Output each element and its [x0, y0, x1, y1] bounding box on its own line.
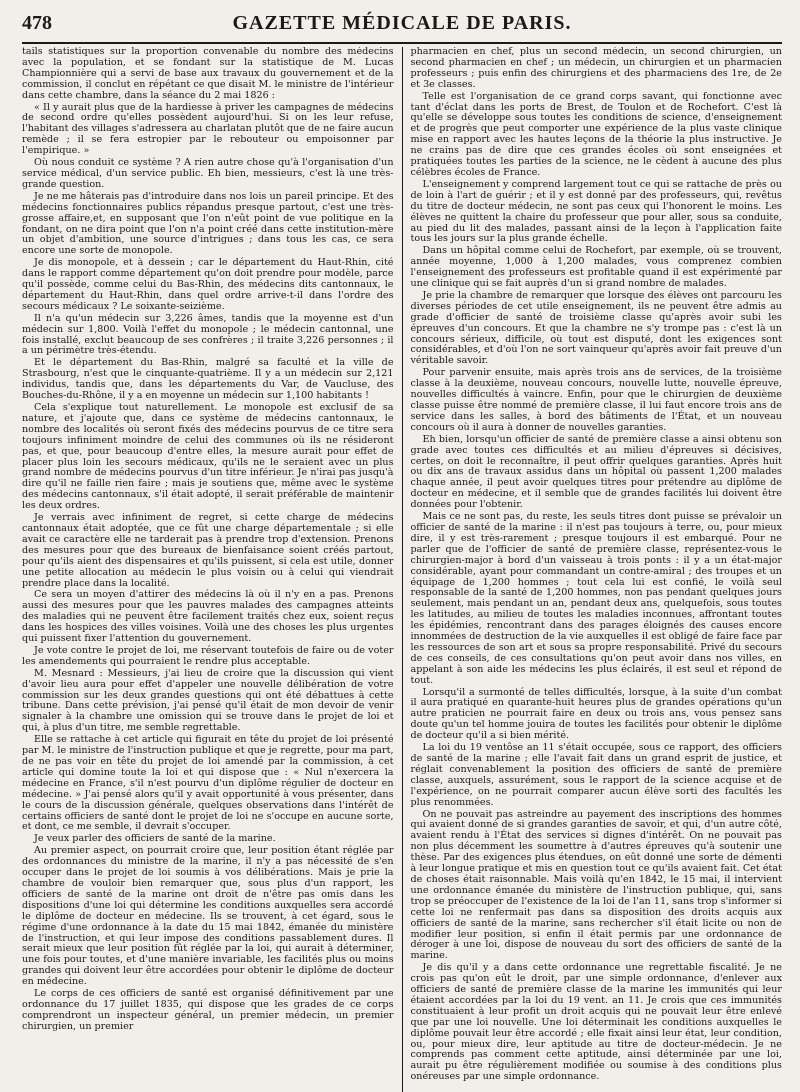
paragraph: Je veux parler des officiers de santé de la marine. — [34, 833, 276, 845]
paragraph: Je verrais avec infiniment de regret, si cette charge de médecins cantonnaux était adoptée, que ce fût une charge départementale ; si elle avait ce caractère elle ne tarderait pas à prendre trop d'extension. Prenons des mesures pour que des bureaux de bienfaisance soient créés partout, pour qu'ils aient des dispensaires et qu'ils puissent, si cela est utile, donner une petite allocation au médecin le plus voisin ou à celui qui viendrait prendre place dans la localité. — [22, 512, 394, 589]
column-divider — [402, 47, 403, 1092]
paragraph: Je dis qu'il y a dans cette ordonnance une regrettable fiscalité. Je ne crois pas qu'on eût le droit, par une simple ordonnance, d'enlever aux officiers de santé de première classe de la marine les immunités qui leur étaient accordées par la loi du 19 vent. an 11. Je crois que ces immunités constituaient à leur profit un droit acquis qui ne pouvait leur être enlevé que par une loi nouvelle. Une loi déterminait les conditions auxquelles le diplôme pouvait leur être accordé ; elle fixait ainsi leur état, leur condition, ou, pour mieux dire, leur aptitude au titre de docteur-médecin. Je ne comprends pas comment cette aptitude, ainsi déterminée par une loi, aurait pu être régulièrement modifiée ou soumise à des conditions plus onéreuses par une simple ordonnance. — [410, 962, 782, 1083]
paragraph: L'enseignement y comprend largement tout ce qui se rattache de près ou de loin à l'art de guérir ; et il y est donné par des professeurs, qui, revêtus du titre de docteur médecin, ne sont pas ceux qui l'honorent le moins. Les élèves ne quittent la chaire du professeur que pour aller, sous sa conduite, au pied du lit des malades, passant ainsi de la leçon à l'application faite tous les jours sur la plus grande échelle. — [410, 178, 782, 245]
paragraph: pharmacien en chef, plus un second médecin, un second chirurgien, un second pharmacien en chef ; un médecin, un chirurgien et un pharmacien professeurs ; puis enfin des chirurgiens et des pharmaciens des 1re, de 2e et 3e classes. — [410, 47, 782, 90]
paragraph: Lorsqu'il a surmonté de telles difficultés, lorsque, à la suite d'un combat il aura pratiqué en quarante-huit heures plus de grandes opérations qu'un autre praticien ne pourrait faire en deux ou trois ans, vous pensez sans doute qu'un tel homme jouira de toutes les facilités pour obtenir le diplôme de docteur qu'il a si bien mérité. — [410, 686, 782, 742]
paragraph: Elle se rattache à cet article qui figurait en tête du projet de loi présenté par M. le ministre de l'instruction publique et que je regrette, pour ma part, de ne pas voir en tête du projet de loi amendé par la commission, à cet article qui domine toute la loi et qui dispose que : « Nul n'exercera la médecine en France, s'il n'est pourvu d'un diplôme régulier de docteur en médecine. » J'ai pensé alors qu'il y avait opportunité à vous présenter, dans le cours de la discussion générale, quelques observations dans l'intérêt de certains officiers de santé dont le projet de loi ne s'occupe en aucune sorte, et dont, ce me semble, il devrait s'occuper. — [22, 734, 394, 833]
paragraph: Pour parvenir ensuite, mais après trois ans de services, de la troisième classe à la deuxième, nouveau concours, nouvelle lutte, nouvelle épreuve, nouvelles difficultés à vaincre. Enfin, pour que le chirurgien de deuxième classe puisse être nommé de première classe, il lui faut encore trois ans de service dans les salles, à bord des bâtiments de l'État, et un nouveau concours où il aura à donner de nouvelles garanties. — [410, 367, 782, 433]
paragraph: Mais ce ne sont pas, du reste, les seuls titres dont puisse se prévaloir un officier de santé de la marine : il n'est pas toujours à terre, ou, pour mieux dire, il y est très-rarement ; presque toujours il est embarqué. Pour ne parler que de l'officier de santé de première classe, représentez-vous le chirurgien-major à bord d'un vaisseau à trois ponts : il y a un état-major considérable, ayant pour commandant un contre-amiral ; des troupes et un équipage de 1,200 hommes ; tout cela lui est confié, le voilà seul responsable de la santé de 1,200 hommes, non pas pendant quelques jours seulement, mais pendant un an, pendant deux ans, quelquefois, sous toutes les latitudes, au milieu de toutes les maladies inconnues, affrontant toutes les épidémies, rencontrant dans des parages éloignés des causes encore innommées de destruction de la vie auxquelles il est obligé de faire face par les ressources de son art et sous sa propre responsabilité. Privé du secours de ces conseils, de ces consultations qu'on peut avoir dans nos villes, en appelant à son aide les médecins les plus éclairés, il est seul et répond de tout. — [410, 511, 782, 686]
text-columns — [22, 47, 782, 1092]
paragraph: M. Mesnard : Messieurs, j'ai lieu de croire que la discussion qui vient d'avoir lieu aura pour effet d'appeler une nouvelle délibération de votre commission sur les deux grandes questions qui ont été débattues à cette tribune. Dans cette prévision, j'ai pensé qu'il était de mon devoir de venir signaler à la chambre une omission qui se trouve dans le projet de loi et qui, à plus d'un titre, me semble regrettable. — [22, 667, 394, 734]
paragraph: Je dis monopole, et à dessein ; car le département du Haut-Rhin, cité dans le rapport comme département qu'on doit prendre pour modèle, parce qu'il possède, comme celui du Bas-Rhin, des médecins dits cantonnaux, le département du Haut-Rhin, dans quel ordre arrive-t-il dans l'ordre des secours médicaux ? Le soixante-seizième. — [22, 257, 394, 312]
paragraph: « Il y aurait plus que de la hardiesse à priver les campagnes de médecins de second ordre qu'elles possèdent aujourd'hui. Si on les leur refuse, l'habitant des villages s'adressera au charlatan plutôt que de ne faire aucun remède ; il se fera estropier par le rebouteur ou empoisonner par l'empirique. » — [22, 101, 394, 157]
page-number: 478 — [22, 12, 52, 34]
paragraph: Où nous conduit ce système ? A rien autre chose qu'à l'organisation d'un service médical, d'un service public. Eh bien, messieurs, c'est là une très-grande question. — [22, 157, 394, 190]
page-header — [22, 12, 782, 44]
left-column — [22, 47, 394, 1092]
paragraph: Je vote contre le projet de loi, me réservant toutefois de faire ou de voter les amendements qui pourraient le rendre plus acceptable. — [22, 644, 394, 667]
paragraph: Eh bien, lorsqu'un officier de santé de première classe a ainsi obtenu son grade avec toutes ces difficultés et au milieu d'épreuves si décisives, certes, on doit le reconnaître, il peut offrir quelques garanties. Après huit ou dix ans de travaux assidus dans un hôpital où passent 1,200 malades chaque année, il peut avoir quelques titres pour prétendre au diplôme de docteur en médecine, et il semble que de grandes facilités lui doivent être données pour l'obtenir. — [410, 433, 782, 511]
paragraph: Au premier aspect, on pourrait croire que, leur position étant réglée par des ordonnances du ministre de la marine, il n'y a pas nécessité de s'en occuper dans le projet de loi soumis à vos délibérations. Mais je prie la chambre de vouloir bien remarquer que, sous plus d'un rapport, les officiers de santé de la marine ont droit de n'être pas omis dans les dispositions d'une loi qui détermine les conditions auxquelles sera accordé le diplôme de docteur en médecine. Ils se trouvent, à cet égard, sous le régime d'une ordonnance à la date du 15 mai 1842, émanée du ministère de l'instruction, et qui leur impose des conditions passablement dures. Il serait mieux que leur position fût réglée par la loi, qui aurait à déterminer, une fois pour toutes, et d'une manière invariable, les facilités plus ou moins grandes qui doivent leur être accordées pour obtenir le diplôme de docteur en médecine. — [22, 845, 394, 988]
paragraph: tails statistiques sur la proportion convenable du nombre des médecins avec la population, et se fondant sur la statistique de M. Lucas Championnière qui a servi de base aux travaux du gouvernement et de la commission, il conclut en répétant ce que disait M. le ministre de l'intérieur dans cette chambre, dans la séance du 2 mai 1826 : — [22, 47, 394, 101]
journal-title: GAZETTE MÉDICALE DE PARIS. — [232, 12, 572, 34]
paragraph: On ne pouvait pas astreindre au payement des inscriptions des hommes qui avaient donné de si grandes garanties de savoir, et qui, d'un autre côté, avaient rendu à l'État des services si dignes d'intérêt. On ne pouvait pas non plus décemment les soumettre à d'autres épreuves qu'à soutenir une thèse. Par des exigences plus étendues, on eût donné une sorte de démenti à leur longue pratique et mis en question tout ce qu'ils avaient fait. Cet état de choses était raisonnable. Mais voilà qu'en 1842, le 15 mai, il intervient une ordonnance émanée du ministère de l'instruction publique, qui, sans trop se préoccuper de l'existence de la loi de l'an 11, sans trop s'informer si cette loi ne renfermait pas dans sa disposition des droits acquis aux officiers de santé de la marine, sans rechercher s'il était licite ou non de modifier leur position, si enfin il était permis par une ordonnance de déroger à une loi, dispose de nouveau du sort des officiers de santé de la marine. — [410, 808, 782, 962]
paragraph: Telle est l'organisation de ce grand corps savant, qui fonctionne avec tant d'éclat dans les ports de Brest, de Toulon et de Rochefort. C'est là qu'elle se développe sous toutes les conditions de science, d'enseignement et de progrès que peut comporter une expérience de la plus vaste clinique mise en rapport avec les hautes leçons de la théorie la plus instructive. Je ne crains pas de dire que ces grandes écoles où sont enseignées et pratiquées toutes les parties de la science, ne le cèdent à aucune des plus célèbres écoles de France. — [410, 90, 782, 178]
right-column — [410, 47, 782, 1092]
paragraph: Dans un hôpital comme celui de Rochefort, par exemple, où se trouvent, année moyenne, 1,000 à 1,200 malades, vous comprenez combien l'enseignement des professeurs est profitable quand il est expérimenté par une clinique qui se fait auprès d'un si grand nombre de malades. — [410, 245, 782, 290]
paragraph: La loi du 19 ventôse an 11 s'était occupée, sous ce rapport, des officiers de santé de la marine ; elle l'avait fait dans un grand esprit de justice, et réglait convenablement la position des officiers de santé de première classe, auxquels, assurément, sous le rapport de la science acquise et de l'expérience, on ne pourrait comparer aucun élève sorti des facultés les plus renommées. — [410, 742, 782, 808]
paragraph: Ce sera un moyen d'attirer des médecins là où il n'y en a pas. Prenons aussi des mesures pour que les pauvres malades des campagnes atteints des maladies qui ne peuvent être facilement traités chez eux, soient reçus dans les hospices des villes voisines. Voilà une des choses les plus urgentes qui puissent fixer l'attention du gouvernement. — [22, 589, 394, 645]
paragraph: Je prie la chambre de remarquer que lorsque des élèves ont parcouru les diverses périodes de cet utile enseignement, ils ne peuvent être admis au grade d'officier de santé de troisième classe qu'après avoir subi les épreuves d'un concours. Et que la chambre ne s'y trompe pas : c'est là un concours sérieux, difficile, où tout est disputé, dont les exigences sont considérables, et d'où l'on ne sort vainqueur qu'après avoir fait preuve d'un véritable savoir. — [410, 289, 782, 367]
paragraph: Il n'a qu'un médecin sur 3,226 âmes, tandis que la moyenne est d'un médecin sur 1,800. Voilà l'effet du monopole ; le médecin cantonnal, une fois installé, exclut beaucoup de ses confrères ; il traite 3,226 personnes ; il a un périmètre très-étendu. — [22, 312, 394, 357]
paragraph: Je ne me hâterais pas d'introduire dans nos lois un pareil principe. Et des médecins fonctionnaires publics répandus presque partout, c'est une très-grosse affaire,et, en supposant que l'on n'eût point de vue politique en la fondant, on ne dira point que l'on n'a point créé dans cette institution-mère un objet d'ambition, une source d'intrigues ; dans tous les cas, ce sera encore une sorte de monopole. — [22, 190, 394, 257]
paragraph: Cela s'explique tout naturellement. Le monopole est exclusif de sa nature, et j'ajoute que, dans ce système de médecins cantonnaux, le nombre des localités où seront fixés des médecins pourvus de ce titre sera toujours infiniment moindre de celui des communes où ils ne résideront pas, et que, pour beaucoup d'entre elles, la mesure aurait pour effet de placer plus loin les secours médicaux, qu'ils ne le seraient avec un plus grand nombre de médecins pourvus d'un titre inférieur. Je n'irai pas jusqu'à dire qu'il ne faille rien faire ; mais je soutiens que, même avec le système des médecins cantonnaux, s'il était adopté, il serait préférable de maintenir les deux ordres. — [22, 402, 394, 512]
paragraph: Le corps de ces officiers de santé est organisé définitivement par une ordonnance du 17 juillet 1835, qui dispose que les grades de ce corps comprendront un inspecteur général, un premier médecin, un premier chirurgien, un premier — [22, 988, 394, 1032]
paragraph: Et le département du Bas-Rhin, malgré sa faculté et la ville de Strasbourg, n'est que le cinquante-quatrième. Il y a un médecin sur 2,121 individus, tandis que, dans les départements du Var, de Vaucluse, des Bouches-du-Rhône, il y a en moyenne un médecin sur 1,100 habitants ! — [22, 357, 394, 402]
